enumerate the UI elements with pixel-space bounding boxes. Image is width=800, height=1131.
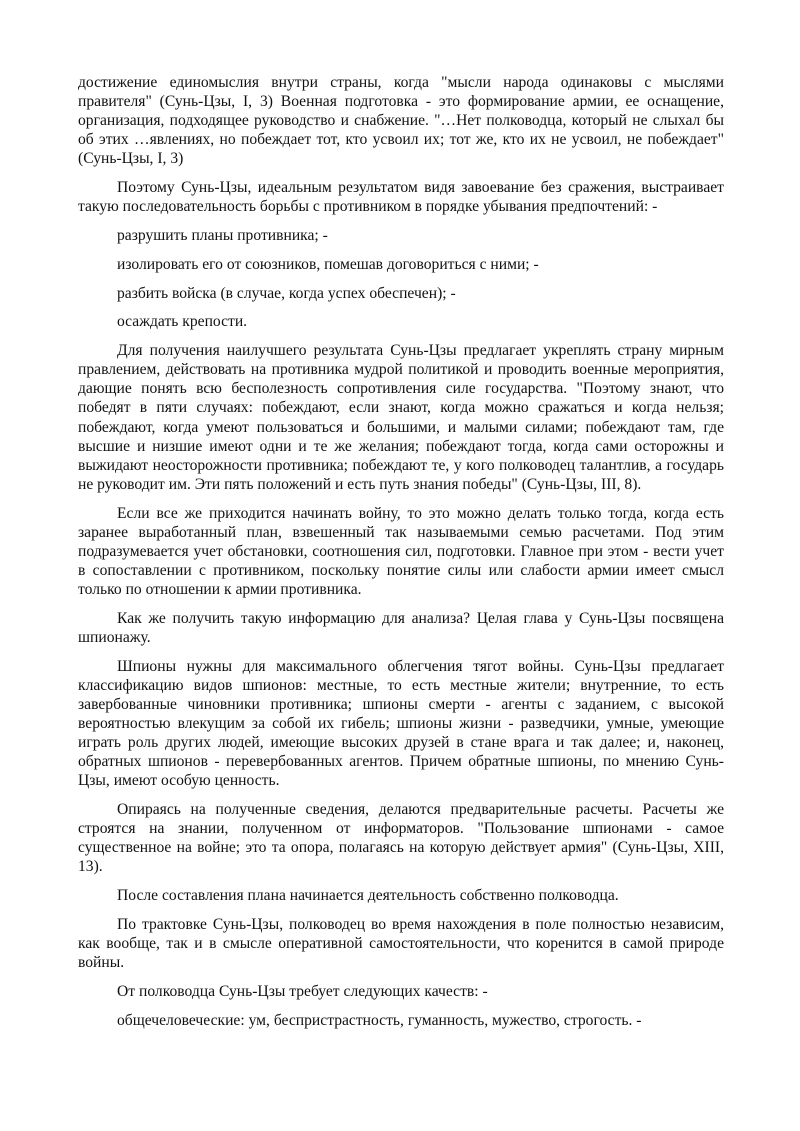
- paragraph-continuation: достижение единомыслия внутри страны, когда "мысли народа одинаковы с мыслями правителя" (Сунь-Цзы, I, 3) Военная подготовка - это формирование армии, ее оснащение, организация, подходящее руководство и снабжение. "…Нет полководца, который не слыхал бы об этих …явлениях, но побеждает тот, кто усвоил их; тот же, кто их не усвоил, не побеждает" (Сунь-Цзы, I, 3): [78, 74, 724, 168]
- paragraph-best-result: Для получения наилучшего результата Сунь-Цзы предлагает укреплять страну мирным правлением, действовать на противника мудрой политикой и проводить военные мероприятия, дающие понять всю бесполезность сопротивления силе государства. "Поэтому знают, что победят в пяти случаях: побеждают, если знают, когда можно сражаться и когда нельзя; побеждают, когда умеют пользоваться и большими, и малыми силами; побеждают там, где высшие и низшие имеют одни и те же желания; побеждают тогда, когда сами осторожны и выжидают неосторожности противника; побеждают те, у кого полководец талантлив, а государь не руководит им. Эти пять положений и есть путь знания победы" (Сунь-Цзы, III, 8).: [78, 342, 724, 493]
- paragraph-commander-activity: После составления плана начинается деятельность собственно полководца.: [117, 887, 619, 905]
- paragraph-war-plan: Если все же приходится начинать войну, то это можно делать только тогда, когда есть заранее выработанный план, взвешенный так называемыми семью расчетами. Под этим подразумевается учет обстановки, соотношения сил, подготовки. Главное при этом - вести учет в сопоставлении с противником, поскольку понятие силы или слабости армии имеет смысл только по отношении к армии противника.: [78, 504, 724, 598]
- paragraph-commander-independence: По трактовке Сунь-Цзы, полководец во время нахождения в поле полностью независим, как вообще, так и в смысле оперативной самостоятельности, что коренится в самой природе войны.: [78, 915, 724, 971]
- list-item: разбить войска (в случае, когда успех обеспечен); -: [117, 284, 456, 302]
- list-item: общечеловеческие: ум, беспристрастность, гуманность, мужество, строгость. -: [117, 1011, 642, 1029]
- list-item: разрушить планы противника; -: [117, 227, 328, 245]
- document-body: [78, 73, 724, 1039]
- list-item: осаждать крепости.: [117, 313, 248, 331]
- paragraph-calculations: Опираясь на полученные сведения, делаются предварительные расчеты. Расчеты же строятся на знании, полученном от информаторов. "Пользование шпионами - самое существенное на войне; это та опора, полагаясь на которую действует армия" (Сунь-Цзы, XIII, 13).: [78, 800, 724, 876]
- list-item: изолировать его от союзников, помешав договориться с ними; -: [117, 255, 539, 273]
- paragraph-sequence-intro: Поэтому Сунь-Цзы, идеальным результатом видя завоевание без сражения, выстраивает такую последовательность борьбы с противником в порядке убывания предпочтений: -: [78, 179, 724, 216]
- paragraph-commander-qualities: От полководца Сунь-Цзы требует следующих качеств: -: [117, 982, 488, 1000]
- paragraph-spies: Шпионы нужны для максимального облегчения тягот войны. Сунь-Цзы предлагает классификацию видов шпионов: местные, то есть местные жители; внутренние, то есть завербованные чиновники противника; шпионы смерти - агенты с заданием, с высокой вероятностью влекущим за собой их гибель; шпионы жизни - разведчики, умные, умеющие играть роль других людей, имеющие высоких друзей в стане врага и так далее; и, наконец, обратных шпионов - перевербованных агентов. Причем обратные шпионы, по мнению Сунь-Цзы, имеют особую ценность.: [78, 657, 724, 790]
- paragraph-information-question: Как же получить такую информацию для анализа? Целая глава у Сунь-Цзы посвящена шпионажу.: [78, 609, 724, 646]
